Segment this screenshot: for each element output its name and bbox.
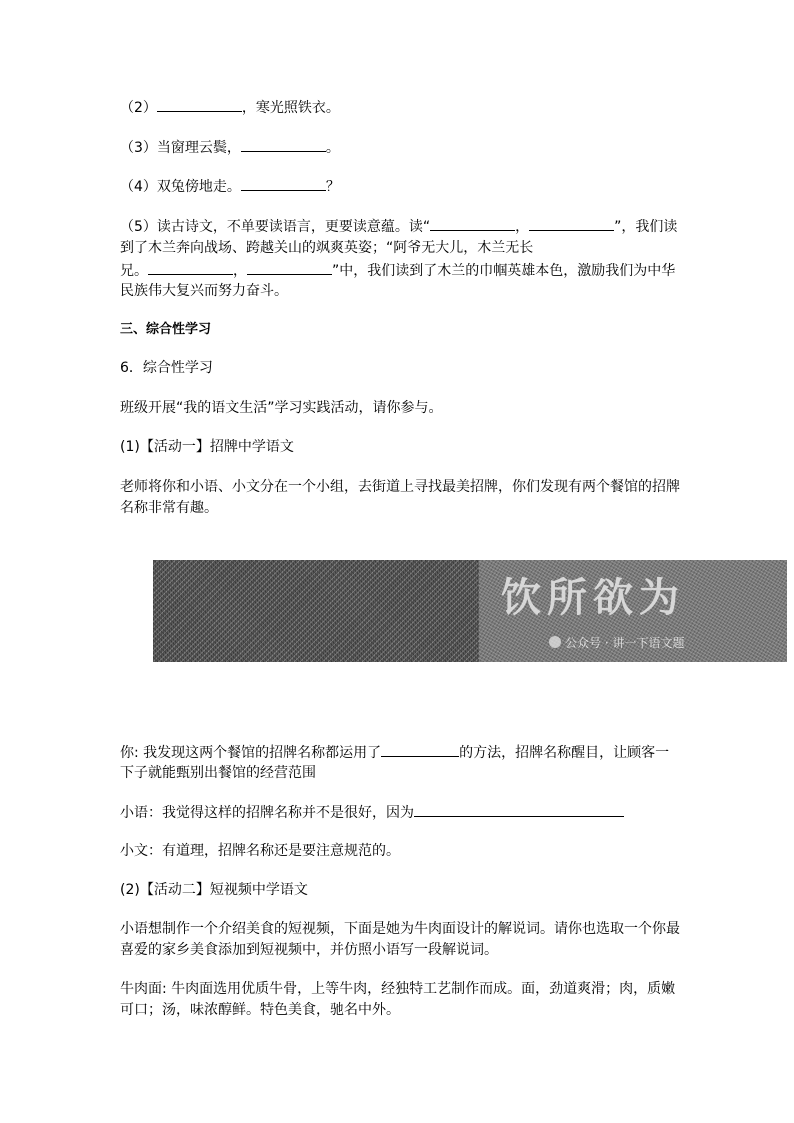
question-5-line-1 (120, 216, 677, 237)
answer-blank[interactable] (241, 176, 326, 191)
question-2 (120, 97, 340, 118)
q2-suffix: ，寒光照铁衣。 (241, 100, 340, 116)
q5-text: ”中，我们读到了木兰的巾帼英雄本色，激励我们为中华 (332, 263, 676, 279)
q2-prefix: （2） (120, 100, 157, 116)
beef-noodle-line-1: 牛肉面: 牛肉面选用优质牛骨，上等牛肉，经独特工艺制作而成。面，劲道爽滑；肉，质嫩 (120, 981, 676, 997)
xiaoyu-line (120, 802, 624, 823)
q4-suffix: ？ (325, 179, 340, 195)
answer-blank[interactable] (157, 97, 242, 112)
you-line-1 (120, 742, 669, 763)
beef-noodle-line-2: 可口；汤，味浓醇鲜。特色美食，驰名中外。 (120, 1002, 400, 1018)
activity-1-title: (1)【活动一】招牌中学语文 (120, 439, 294, 455)
activity-intro: 班级开展“我的语文生活”学习实践活动，请你参与。 (120, 400, 443, 416)
question-5-line-3 (120, 260, 675, 281)
xiaowen-line: 小文：有道理，招牌名称还是要注意规范的。 (120, 843, 400, 859)
question-5-line-2 (120, 238, 533, 258)
activity-1-desc-line-2: 名称非常有趣。 (120, 500, 218, 516)
q5-text: 到了木兰奔向战场、跨越关山的飒爽英姿；“阿爷无大儿，木兰无长 (120, 240, 534, 256)
q3-text: （3）当窗理云鬓， (120, 140, 241, 156)
sign-text: 饮所欲为 (501, 575, 685, 621)
question-6-title: 6．综合性学习 (120, 360, 213, 376)
section-3-title: 三、综合性学习 (120, 322, 212, 337)
answer-blank[interactable] (247, 260, 332, 275)
answer-blank[interactable] (381, 742, 459, 757)
answer-blank[interactable] (529, 216, 614, 231)
activity-2-desc-line-1: 小语想制作一个介绍美食的短视频，下面是她为牛肉面设计的解说词。请你也选取一个你最 (120, 921, 680, 937)
watermark: 公众号 · 讲一下语文题 (565, 636, 685, 650)
q5-text: ”，我们读 (614, 219, 678, 235)
answer-blank[interactable] (241, 137, 326, 152)
q5-text: （5）读古诗文，不单要读语言，更要读意蕴。读“ (120, 219, 431, 235)
answer-blank[interactable] (414, 802, 624, 817)
restaurant-sign-photo (153, 560, 787, 662)
xiaoyu-text: 小语：我觉得这样的招牌名称并不是很好，因为 (120, 805, 414, 821)
question-5-line-4 (120, 281, 288, 301)
q5-text: 民族伟大复兴而努力奋斗。 (120, 283, 288, 299)
activity-2-title: (2)【活动二】短视频中学语文 (120, 882, 308, 898)
question-3 (120, 137, 340, 158)
you-line-2: 下子就能甄别出餐馆的经营范围 (120, 765, 316, 781)
q5-text: 兄。 (120, 263, 148, 279)
activity-2-desc-line-2: 喜爱的家乡美食添加到短视频中，并仿照小语写一段解说词。 (120, 942, 498, 958)
q5-comma: ， (515, 219, 530, 235)
answer-blank[interactable] (148, 260, 233, 275)
you-text: 的方法，招牌名称醒目，让顾客一 (459, 745, 670, 761)
activity-1-desc-line-1: 老师将你和小语、小文分在一个小组，去街道上寻找最美招牌，你们发现有两个餐馆的招牌 (120, 479, 680, 495)
you-text: 你: 我发现这两个餐馆的招牌名称都运用了 (120, 745, 382, 761)
q3-suffix: 。 (325, 140, 340, 156)
q4-text: （4）双兔傍地走。 (120, 179, 241, 195)
answer-blank[interactable] (430, 216, 515, 231)
wechat-icon (549, 636, 561, 648)
question-4 (120, 176, 340, 197)
q5-comma: ， (233, 263, 247, 279)
